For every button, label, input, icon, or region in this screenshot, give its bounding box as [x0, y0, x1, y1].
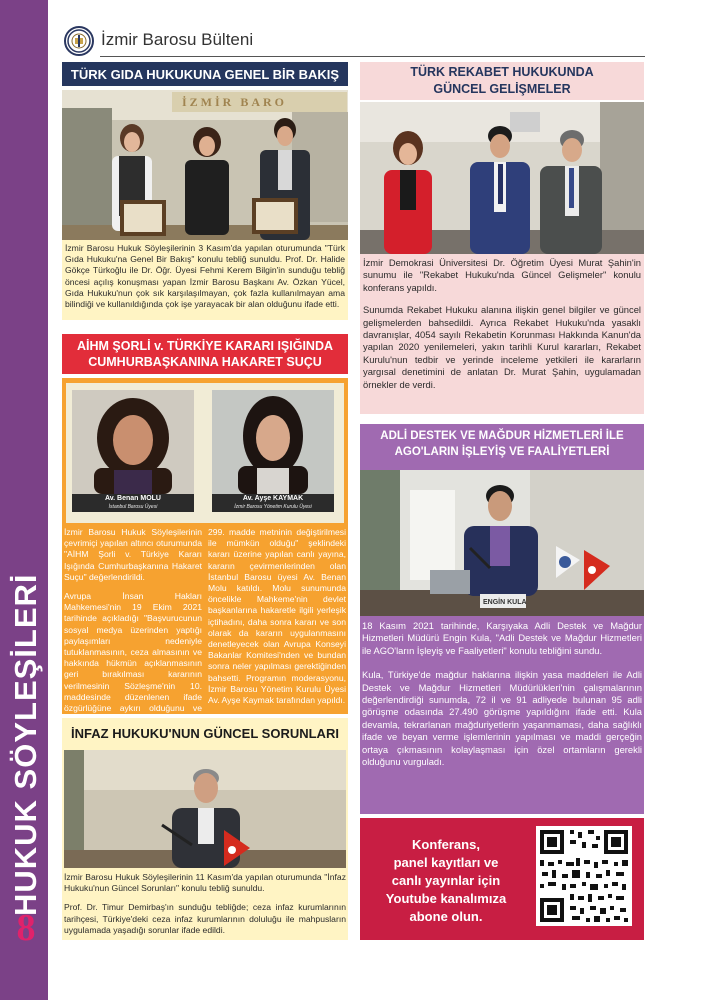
promo-line2: panel kayıtları ve	[393, 855, 499, 870]
aihm-column-2	[208, 527, 346, 713]
competition-law-photo	[360, 102, 644, 254]
competition-para1: İzmir Demokrasi Üniversitesi Dr. Öğretim Üyesi Murat Şahin'in sunumu ile "Rekabet Hukuku'nda Güncel Gelişmeler" konulu konferans yapıldı.	[363, 257, 641, 293]
food-law-text-panel	[62, 240, 348, 320]
aihm-heading-line1: AİHM ŞORLİ v. TÜRKİYE KARARI IŞIĞINDA	[76, 339, 334, 353]
aihm-col1-para2: Avrupa İnsan Hakları Mahkemesi'nin 19 Ekim 2021 tarihinde açıkladığı "Başvurucunun sosyal medya üzerinden yaptığı paylaşımları nedeniyle tutuklanmasının, ceza almasının ve hakkında hükmün açıklanmasının geri bırakılması kararının verilmesinin Sözleşme'nin 10. maddesinde düzenlenen ifade özgürlüğüne aykırı olduğunu ve	[64, 591, 202, 714]
aihm-col1-para1: İzmir Barosu Hukuk Söyleşilerinin çevrimiçi yapılan altıncı oturumunda "AİHM Şorli v. Türkiye Kararı Işığında Cumhurbaşkanına Hakaret Suçu" değerlendirildi.	[64, 527, 202, 582]
adli-heading-line1: ADLİ DESTEK VE MAĞDUR HİZMETLERİ İLE	[380, 430, 624, 442]
food-law-text: İzmir Barosu Hukuk Söyleşilerinin 3 Kasım'da yapılan oturumunda "Türk Gıda Hukuku'na Genel Bir Bakış" konulu tebliğ sunuldu. Prof. Dr. Halide Gökçe Türkoğlu ile Dr. Öğr. Üyesi Fehmi Kerem Bilgin'in sunduğu tebliğ öncesi açılış konuşması yapan İzmir Barosu Başkanı Av. Özkan Yücel, Gıda Hukuku'nun çok sık karşılaşılmayan, çok fazla kullanılmayan ama bilindiği ve kullanıldığında çok işe yarayacak bir alan olduğunu ifade etti.	[65, 243, 345, 310]
infaz-text	[64, 872, 346, 936]
bar-association-logo-icon	[64, 26, 94, 56]
adli-destek-text	[362, 620, 642, 810]
page-number: 8	[16, 907, 36, 949]
sign-text: İZMİR BARO	[182, 95, 288, 109]
adli-destek-photo	[360, 470, 644, 616]
speaker1-name: Av. Benan MOLU	[104, 495, 161, 502]
nameplate-text: ENGİN KULA	[483, 599, 527, 606]
aihm-heading	[62, 334, 348, 374]
speaker-tag-benan-molu	[72, 494, 194, 512]
section-title: HUKUK SÖYLEŞİLERİ	[8, 573, 43, 917]
promo-line4: Youtube kanalımıza	[385, 891, 507, 906]
infaz-heading: İNFAZ HUKUKU'NUN GÜNCEL SORUNLARI	[71, 726, 339, 741]
adli-para1: 18 Kasım 2021 tarihinde, Karşıyaka Adli Destek ve Mağdur Hizmetleri Müdürü Engin Kula, "Adli Destek ve Mağdur Hizmetleri ile AGO'ların İşleyiş ve Faaliyetleri" konulu tebliğini sundu.	[362, 620, 642, 656]
competition-para2: Sunumda Rekabet Hukuku alanına ilişkin genel bilgiler ve güncel gelişmelerden bahsedildi. Ayrıca Rekabet Hukuku'nda yasaklı davranışlar, 4054 sayılı Rekabetin Korunması Hakkında Kanun'da yapılan 2020 yenilemeleri, yakın tarihli Kurul kararları, Rekabet Kurulu'nun tedbir ve yerinde inceleme yetkileri ile kararların yargısal denetimini de anlatan Dr. Murat Şahin, uygulamadan örnekler de verdi.	[363, 304, 641, 390]
competition-law-heading	[360, 62, 644, 100]
aihm-col2-para1: 299. madde metninin değiştirilmesi ile mümkün olduğu" şeklindeki kararı üzerine yapılan canlı yayına, kararın çevirmenlerinden olan İstanbul Barosu üyesi Av. Benan Molu katıldı. Molu sunumunda öncelikle Mahkeme'nin devlet başkanlarına hakaretle ilgili yerleşik içtihadını, daha sonra kararı ve son olarak da kararın uygulanmasını denetleyecek olan Avrupa Konseyi Bakanlar Komitesi'nden ve bundan sonra neler yapılması gerektiğinden bahsetti. Programın moderasyonu, İzmir Barosu Yönetim Kurulu Üyesi Av. Ayşe Kaymak tarafından yapıldı.	[208, 527, 346, 706]
promo-line3: canlı yayınlar için	[391, 873, 501, 888]
competition-heading-line1: TÜRK REKABET HUKUKUNDA	[410, 65, 594, 79]
speaker2-role: İzmir Barosu Yönetim Kurulu Üyesi	[234, 504, 312, 510]
speaker1-role: İstanbul Barosu Üyesi	[108, 504, 158, 510]
publication-title: İzmir Barosu Bülteni	[101, 30, 254, 49]
infaz-para2: Prof. Dr. Timur Demirbaş'ın sunduğu tebliğde; ceza infaz kurumlarının tarihçesi, Türkiye'deki ceza infaz kurumlarının doluluğu ile mahpusların uygulamada yaşadığı sorunlar ifade edildi.	[64, 902, 346, 935]
food-law-photo	[62, 90, 348, 240]
speaker-tag-ayse-kaymak	[212, 494, 334, 512]
adli-heading-line2: AGO'LARIN İŞLEYİŞ VE FAALİYETLERİ	[394, 446, 610, 458]
competition-heading-line2: GÜNCEL GELİŞMELER	[433, 82, 571, 96]
competition-law-text-panel	[360, 254, 644, 414]
speaker2-name: Av. Ayşe KAYMAK	[242, 495, 304, 502]
food-law-heading: TÜRK GIDA HUKUKUNA GENEL BİR BAKIŞ	[62, 62, 348, 86]
speaker-photo-benan-molu	[72, 390, 194, 494]
header-divider	[100, 56, 645, 57]
aihm-heading-line2: CUMHURBAŞKANINA HAKARET SUÇU	[88, 355, 322, 369]
infaz-para1: İzmir Barosu Hukuk Söyleşilerinin 11 Kasım'da yapılan oturumunda "İnfaz Hukuku'nun Güncel Sorunları" konulu tebliğ sunuldu.	[64, 872, 346, 894]
adli-destek-heading	[360, 424, 644, 464]
youtube-promo-text	[368, 836, 524, 926]
promo-line5: abone olun.	[409, 909, 483, 924]
aihm-column-1	[64, 527, 202, 713]
qr-code-icon[interactable]	[536, 826, 632, 926]
speaker-photo-ayse-kaymak	[212, 390, 334, 494]
promo-line1: Konferans,	[412, 837, 480, 852]
adli-para2: Kula, Türkiye'de mağdur haklarına ilişkin yasa maddeleri ile Adli Destek ve Mağdur Hizmetleri Müdürlükleri'nin çalışmalarının değerlendirdiği sunumda, 72 il ve 91 adliyede bulunan 95 adli görüşme odasında 27.490 görüşme yapıldığını ifade etti. Kula devamla, tekrarlanan mağduriyetlerin yaşanmaması, daha sağlıklı ifade ve beyan verme işlemlerinin yapılması ve maddi gerçeğin ortaya çıkmasının kolaylaşması için özel ortamların gerekli olduğunu vurguladı.	[362, 669, 642, 768]
infaz-photo	[64, 750, 346, 868]
